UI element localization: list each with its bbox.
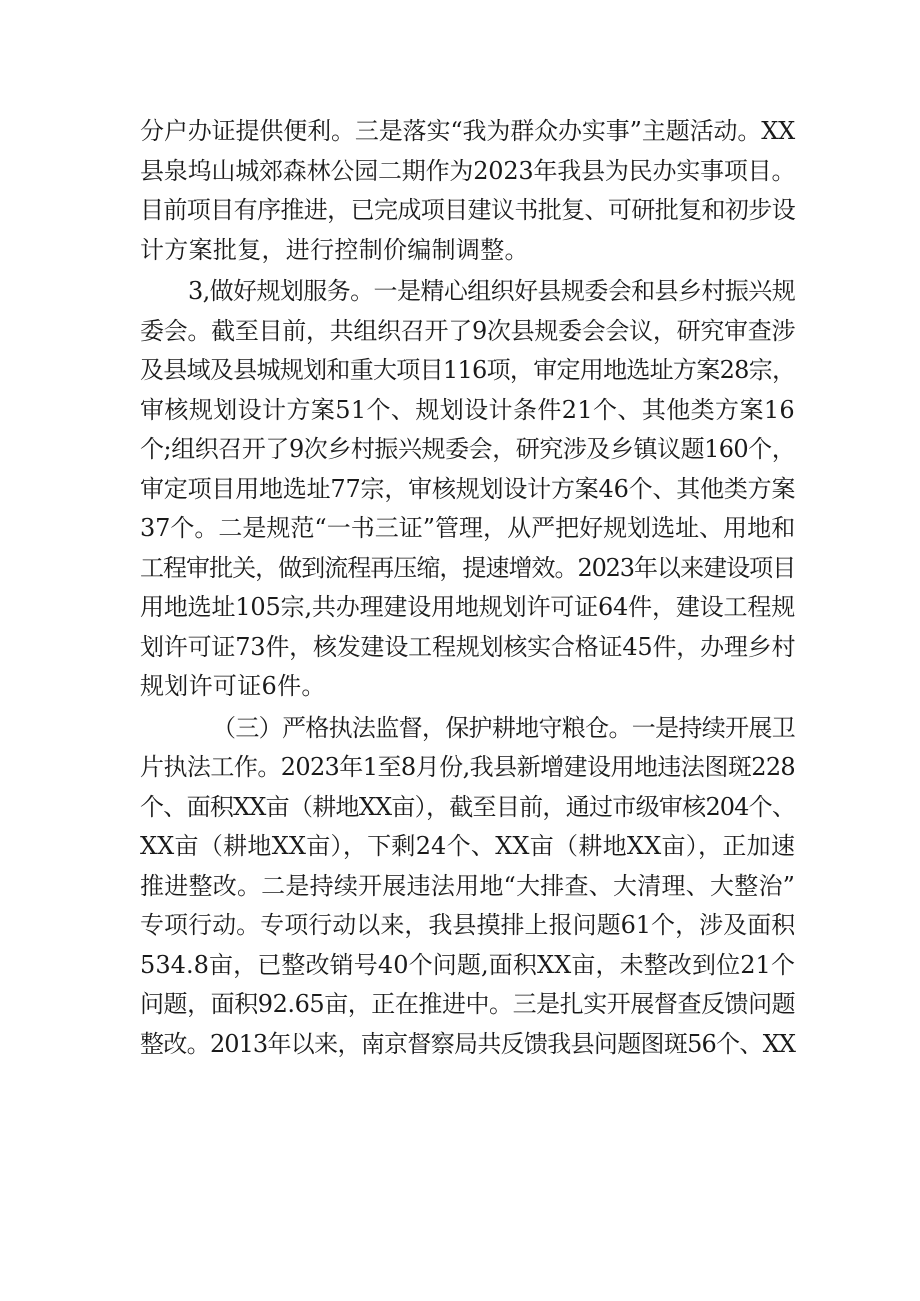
document-page — [140, 112, 795, 1064]
paragraph-1 — [140, 112, 795, 270]
text-line: 计方案批复，进行控制价编制调整。 — [140, 235, 529, 264]
text-line: 划许可证73件，核发建设工程规划核实合格证45件，办理乡村 — [140, 632, 796, 661]
text-line: 用地选址105宗,共办理建设用地规划许可证64件，建设工程规 — [140, 593, 795, 621]
text-line: 县泉坞山城郊森林公园二期作为2023年我县为民办实事项目。 — [140, 156, 796, 185]
text-line: 目前项目有序推进，已完成项目建议书批复、可研批复和初步设 — [140, 196, 795, 224]
text-line: 推进整改。二是持续开展违法用地“大排查、大清理、大整治” — [140, 871, 795, 900]
text-line: 及县域及县城规划和重大项目116项，审定用地选址方案28宗， — [140, 356, 796, 384]
text-line: 工程审批关，做到流程再压缩，提速增效。2023年以来建设项目 — [140, 553, 795, 582]
text-line: 整改。2013年以来，南京督察局共反馈我县问题图斑56个、XX — [140, 1029, 795, 1058]
paragraph-2 — [140, 272, 795, 707]
text-line: 534.8亩，已整改销号40个问题,面积XX亩，未整改到位21个 — [140, 950, 795, 979]
text-line: 审定项目用地选址77宗，审核规划设计方案46个、其他类方案 — [140, 474, 796, 503]
text-line: 专项行动。专项行动以来，我县摸排上报问题61个，涉及面积 — [140, 911, 795, 939]
text-line: 个、面积XX亩（耕地XX亩），截至目前，通过市级审核204个、 — [140, 792, 795, 821]
text-line: 37个。二是规范“一书三证”管理，从严把好规划选址、用地和 — [140, 514, 795, 542]
text-line: 分户办证提供便利。三是落实“我为群众办实事”主题活动。XX — [140, 117, 795, 145]
text-line: （三）严格执法监督，保护耕地守粮仓。一是持续开展卫 — [212, 713, 795, 742]
text-line: 问题，面积92.65亩，正在推进中。三是扎实开展督查反馈问题 — [140, 990, 796, 1018]
text-line: 3,做好规划服务。一是精心组织好县规委会和县乡村振兴规 — [188, 277, 795, 305]
text-line: 审核规划设计方案51个、规划设计条件21个、其他类方案16 — [140, 395, 795, 424]
text-line: 片执法工作。2023年1至8月份,我县新增建设用地违法图斑228 — [140, 753, 795, 781]
paragraph-3 — [140, 709, 795, 1065]
text-line: 个;组织召开了9次乡村振兴规委会，研究涉及乡镇议题160个， — [140, 435, 795, 463]
text-line: 规划许可证6件。 — [140, 672, 326, 700]
text-line: XX亩（耕地XX亩），下剩24个、XX亩（耕地XX亩），正加速 — [140, 832, 795, 860]
text-line: 委会。截至目前，共组织召开了9次县规委会会议，研究审查涉 — [140, 316, 795, 345]
